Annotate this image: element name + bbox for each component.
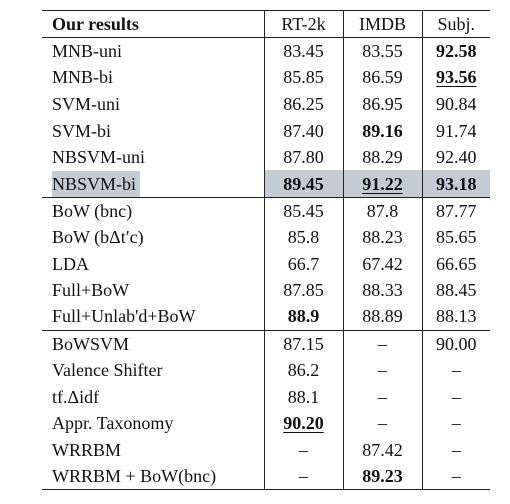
method-name: BoW (bnc)	[52, 200, 133, 221]
method-name-cell	[42, 303, 264, 330]
score-cell-rt2k	[264, 410, 343, 437]
score-value: 85.45	[283, 200, 324, 221]
score-value: 85.85	[283, 67, 324, 88]
score-cell-subj	[422, 277, 490, 304]
score-cell-imdb	[343, 64, 422, 91]
score-cell-subj	[422, 303, 490, 330]
score-value: 88.1	[287, 386, 320, 407]
score-value: 85.65	[436, 226, 477, 247]
method-name-cell	[42, 91, 264, 118]
method-name-cell	[42, 144, 264, 171]
method-name: Appr. Taxonomy	[52, 413, 174, 434]
table-row	[42, 117, 490, 144]
score-cell-rt2k	[264, 170, 343, 197]
score-value: –	[378, 359, 387, 380]
score-cell-rt2k	[264, 117, 343, 144]
method-name: NBSVM-uni	[52, 147, 146, 168]
score-value: 87.80	[283, 147, 324, 168]
method-name-cell	[42, 250, 264, 277]
score-cell-imdb	[343, 277, 422, 304]
method-name-cell	[42, 38, 264, 65]
score-cell-rt2k	[264, 303, 343, 330]
method-name-cell	[42, 357, 264, 384]
score-value: 83.45	[283, 41, 324, 62]
score-value: 87.40	[283, 120, 324, 141]
method-name: Full+BoW	[52, 280, 130, 301]
score-value: –	[451, 359, 461, 380]
score-value: 86.59	[362, 67, 403, 88]
score-value: –	[451, 439, 461, 460]
score-cell-imdb	[343, 330, 422, 357]
method-name-cell	[42, 277, 264, 304]
score-cell-imdb	[343, 144, 422, 171]
method-name: Full+Unlab'd+BoW	[52, 306, 196, 327]
score-cell-subj	[422, 38, 490, 65]
score-cell-subj	[422, 383, 490, 410]
score-value: –	[378, 386, 387, 407]
table-header-row	[42, 11, 490, 38]
score-cell-rt2k	[264, 224, 343, 251]
score-value: 89.23	[362, 466, 403, 487]
score-value: 86.25	[283, 93, 324, 114]
score-cell-rt2k	[264, 330, 343, 357]
header-method: Our results	[42, 11, 264, 38]
score-value: 86.95	[362, 93, 403, 114]
method-name: SVM-uni	[52, 93, 121, 114]
table-row	[42, 170, 490, 197]
method-name-cell	[42, 64, 264, 91]
table-row	[42, 197, 490, 224]
score-value: 93.18	[436, 173, 477, 194]
score-cell-imdb	[343, 224, 422, 251]
method-name: tf.Δidf	[52, 386, 100, 407]
table-row	[42, 330, 490, 357]
method-name: WRRBM + BoW(bnc)	[52, 466, 217, 487]
score-value: 91.74	[436, 120, 477, 141]
score-cell-imdb	[343, 436, 422, 463]
method-name: NBSVM-bi	[52, 171, 140, 197]
score-cell-imdb	[343, 117, 422, 144]
score-value: 93.56	[436, 67, 477, 88]
score-cell-rt2k	[264, 463, 343, 490]
score-value: 88.89	[362, 306, 403, 327]
score-cell-subj	[422, 463, 490, 490]
header-subj: Subj.	[422, 11, 490, 38]
score-cell-rt2k	[264, 64, 343, 91]
score-value: 83.55	[362, 41, 403, 62]
method-name: SVM-bi	[52, 120, 112, 141]
score-cell-imdb	[343, 250, 422, 277]
score-value: 88.13	[436, 306, 477, 327]
table-row	[42, 64, 490, 91]
score-value: 90.00	[436, 333, 477, 354]
table-row	[42, 383, 490, 410]
table-row	[42, 303, 490, 330]
score-value: 88.29	[362, 147, 403, 168]
score-value: 92.40	[436, 147, 477, 168]
score-cell-subj	[422, 91, 490, 118]
method-name: MNB-bi	[52, 67, 114, 88]
table-row	[42, 410, 490, 437]
table-body	[42, 38, 490, 490]
score-value: –	[299, 439, 308, 460]
score-cell-subj	[422, 170, 490, 197]
score-cell-subj	[422, 64, 490, 91]
score-cell-subj	[422, 117, 490, 144]
score-value: 87.15	[283, 333, 324, 354]
table-row	[42, 91, 490, 118]
score-value: 88.33	[362, 280, 403, 301]
score-cell-subj	[422, 357, 490, 384]
method-name: MNB-uni	[52, 41, 123, 62]
score-value: –	[451, 466, 461, 487]
score-cell-imdb	[343, 383, 422, 410]
score-cell-subj	[422, 197, 490, 224]
score-value: 92.58	[436, 41, 477, 62]
score-cell-subj	[422, 436, 490, 463]
score-cell-rt2k	[264, 436, 343, 463]
method-name-cell	[42, 224, 264, 251]
method-name-cell	[42, 463, 264, 490]
method-name: Valence Shifter	[52, 359, 163, 380]
score-cell-imdb	[343, 38, 422, 65]
method-name-cell	[42, 197, 264, 224]
method-name-cell	[42, 330, 264, 357]
score-value: 85.8	[287, 226, 320, 247]
score-cell-rt2k	[264, 38, 343, 65]
score-value: –	[378, 333, 387, 354]
score-value: 88.45	[436, 280, 477, 301]
score-value: –	[451, 386, 461, 407]
method-name: BoW (bΔt′c)	[52, 226, 144, 247]
score-cell-imdb	[343, 303, 422, 330]
score-cell-imdb	[343, 197, 422, 224]
score-cell-rt2k	[264, 383, 343, 410]
score-value: 87.8	[366, 200, 399, 221]
score-value: 89.16	[362, 120, 403, 141]
header-rt2k: RT-2k	[264, 11, 343, 38]
score-cell-rt2k	[264, 91, 343, 118]
table-row	[42, 224, 490, 251]
score-value: 88.23	[362, 226, 403, 247]
table-row	[42, 144, 490, 171]
score-cell-rt2k	[264, 357, 343, 384]
method-name: LDA	[52, 253, 89, 274]
score-value: 66.65	[436, 253, 477, 274]
table-row	[42, 463, 490, 490]
score-cell-rt2k	[264, 197, 343, 224]
score-value: –	[378, 413, 387, 434]
score-value: 87.77	[436, 200, 477, 221]
table-row	[42, 436, 490, 463]
method-name: BoWSVM	[52, 333, 130, 354]
score-cell-rt2k	[264, 250, 343, 277]
score-cell-subj	[422, 144, 490, 171]
table-row	[42, 38, 490, 65]
score-value: 90.20	[283, 413, 324, 434]
score-cell-subj	[422, 250, 490, 277]
score-cell-subj	[422, 410, 490, 437]
score-cell-imdb	[343, 357, 422, 384]
method-name-cell	[42, 117, 264, 144]
table-row	[42, 277, 490, 304]
score-value: –	[299, 466, 308, 487]
score-value: 87.85	[283, 280, 324, 301]
score-value: 91.22	[362, 173, 403, 194]
score-cell-imdb	[343, 410, 422, 437]
score-value: 66.7	[287, 253, 320, 274]
method-name-cell	[42, 170, 264, 197]
header-imdb: IMDB	[343, 11, 422, 38]
score-value: 86.2	[287, 359, 320, 380]
results-table	[42, 10, 490, 490]
score-value: 89.45	[283, 173, 324, 194]
score-value: –	[451, 413, 461, 434]
score-cell-imdb	[343, 463, 422, 490]
score-cell-rt2k	[264, 144, 343, 171]
score-value: 88.9	[287, 306, 320, 327]
method-name-cell	[42, 410, 264, 437]
results-table-container	[42, 10, 490, 502]
method-name-cell	[42, 383, 264, 410]
table-row	[42, 357, 490, 384]
score-value: 87.42	[362, 439, 403, 460]
score-value: 90.84	[436, 93, 477, 114]
method-name-cell	[42, 436, 264, 463]
table-row	[42, 250, 490, 277]
score-cell-imdb	[343, 91, 422, 118]
score-value: 67.42	[362, 253, 403, 274]
method-name: WRRBM	[52, 439, 122, 460]
score-cell-subj	[422, 224, 490, 251]
score-cell-subj	[422, 330, 490, 357]
score-cell-rt2k	[264, 277, 343, 304]
score-cell-imdb	[343, 170, 422, 197]
